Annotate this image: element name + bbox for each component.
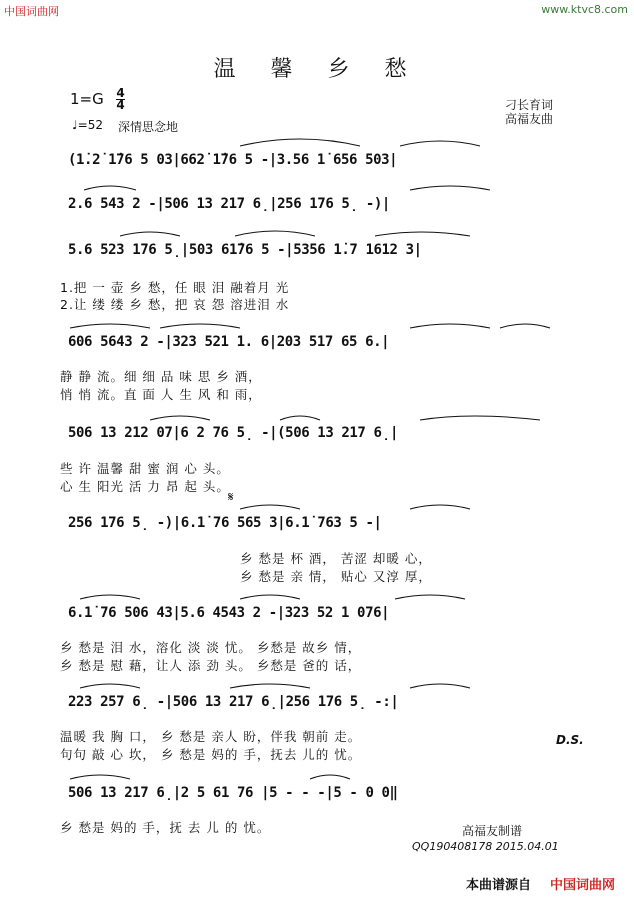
dal-segno-mark: D.S. (556, 733, 584, 747)
tempo-mark: ♩=52 (72, 118, 103, 132)
song-title: 温 馨 乡 愁 (213, 57, 421, 82)
lyric-line-7: 乡 愁是 杯 酒， 苦涩 却暖 心， (240, 551, 432, 566)
notation-line-5: 506 13 212 07|6 2 76 5̣ -|(506 13 217 6̣| (68, 425, 398, 441)
expression-mark: 深情思念地 (118, 120, 179, 134)
notation-line-7: 6.1̇ 76 506 43|5.6 4543 2 -|323 52 1 076| (68, 605, 390, 621)
site-logo-left[interactable]: 中国词曲网 (4, 5, 59, 18)
notation-line-2: 2.6 543 2 -|506 13 217 6̣|256 176 5̣ -)| (68, 196, 390, 212)
notation-line-8: 223 257 6̣ -|506 13 217 6̣|256 176 5̣ -:| (68, 694, 399, 710)
lyric-line-12: 句句 敲 心 坎， 乡 愁是 妈的 手，抚去 儿的 忧。 (60, 747, 362, 762)
notation-line-9: 506 13 217 6̣|2 5 61 76 |5 - - -|5 - 0 0‖ (68, 785, 398, 801)
lyric-line-11: 温暖 我 胸 口， 乡 愁是 亲人 盼，伴我 朝前 走。 (60, 729, 362, 744)
lyric-line-2: 2.让 缕 缕 乡 愁，把 哀 怨 溶进泪 水 (60, 297, 290, 312)
notation-line-3: 5.6 523 176 5̣|503 61̇76 5 -|5356 1̇.7 1612 3| (68, 242, 422, 258)
notation-line-1: (1̇.2̇ 1̇76 5 03|662̇ 1̇76 5 -|3.56 1̇ 656 503| (68, 152, 398, 168)
lyric-line-4: 悄 悄 流。直 面 人 生 风 和 雨， (60, 387, 262, 402)
time-signature-bottom: 4 (116, 98, 125, 112)
lyric-line-10: 乡 愁是 慰 藉，让人 添 劲 头。 乡愁是 爸的 话， (60, 658, 362, 673)
lyric-line-13: 乡 愁是 妈的 手，抚 去 儿 的 忧。 (60, 820, 271, 835)
lyric-line-5: 些 许 温馨 甜 蜜 润 心 头。 (60, 461, 230, 476)
source-label: 本曲谱源自 (466, 878, 532, 893)
lyricist: 刁长育词 (505, 98, 554, 112)
lyric-line-6: 心 生 阳光 活 力 昂 起 头。 (60, 479, 230, 494)
time-signature-top: 4 (116, 86, 125, 100)
lyric-line-3: 静 静 流。细 细 品 味 思 乡 酒， (60, 369, 262, 384)
composer: 高福友曲 (505, 112, 554, 126)
qq-date: QQ190408178 2015.04.01 (412, 840, 559, 853)
notation-line-6: 256 176 5̣ -)|6.1̇ 76 565 3|6.1̇ 763 5 -| (68, 515, 382, 531)
site-url-right[interactable]: www.ktvc8.com (541, 3, 628, 16)
segno-sign: 𝄋 (228, 490, 234, 505)
source-site-link[interactable]: 中国词曲网 (550, 878, 616, 893)
lyric-line-8: 乡 愁是 亲 情， 贴心 又淳 厚， (240, 569, 432, 584)
lyric-line-1: 1.把 一 壶 乡 愁，任 眼 泪 融着月 光 (60, 280, 290, 295)
key-signature: 1=G (70, 90, 104, 108)
score-maker: 高福友制谱 (462, 824, 523, 838)
lyric-line-9: 乡 愁是 泪 水，溶化 淡 淡 忧。 乡愁是 故乡 情， (60, 640, 362, 655)
notation-line-4: 606 5643 2 -|323 521 1. 6|203 517 65 6.| (68, 334, 390, 350)
